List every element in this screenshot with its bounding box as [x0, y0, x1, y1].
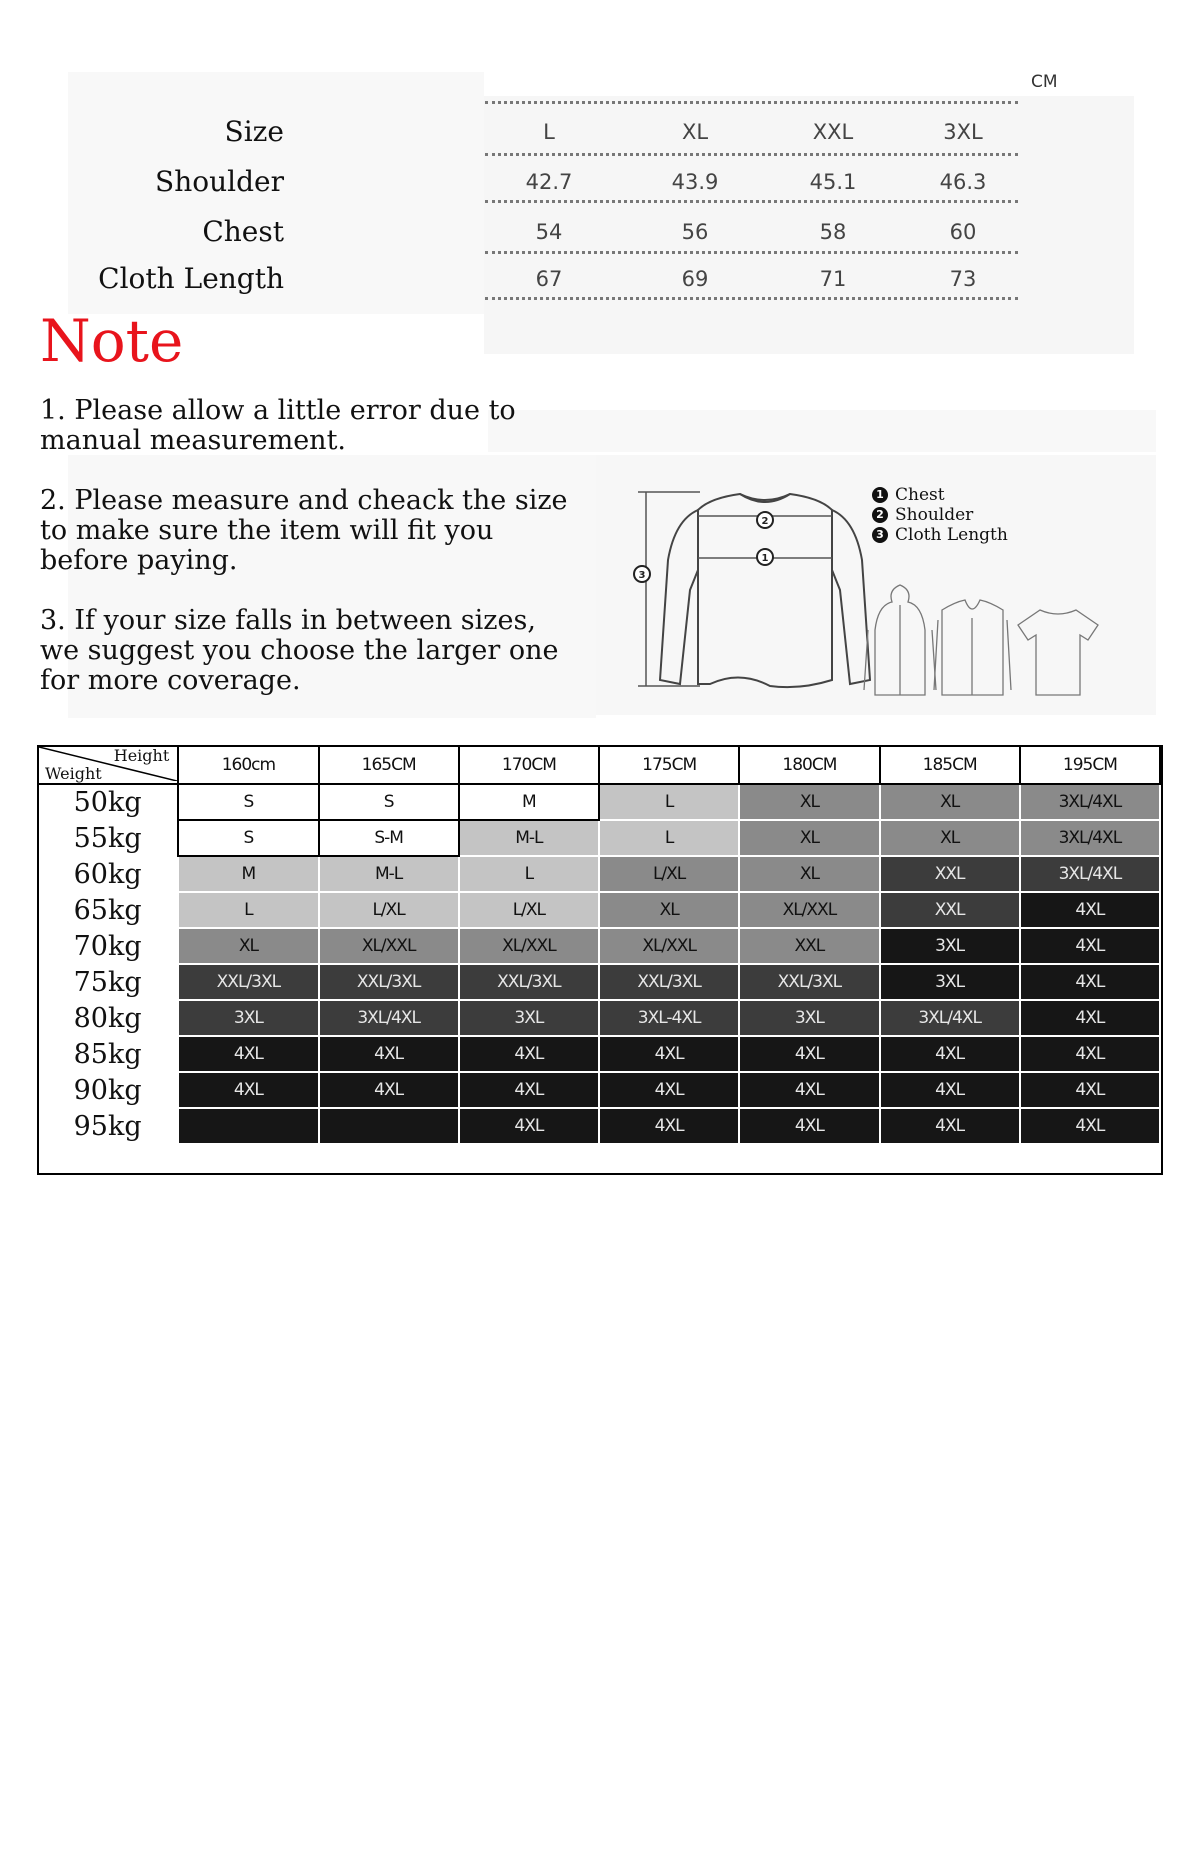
size-recommendation-cell: 4XL — [599, 1072, 739, 1108]
size-recommendation-cell: 4XL — [319, 1036, 459, 1072]
size-recommendation-cell — [319, 1108, 459, 1144]
size-recommendation-cell: 4XL — [599, 1108, 739, 1144]
tshirt-icon — [1018, 610, 1098, 695]
weight-label-cell: 65kg — [38, 892, 178, 928]
fit-table-row — [38, 820, 1160, 856]
size-recommendation-cell: XXL/3XL — [459, 964, 599, 1000]
size-recommendation-cell: 4XL — [319, 1072, 459, 1108]
size-recommendation-cell: XL — [880, 820, 1020, 856]
size-recommendation-cell: 4XL — [880, 1108, 1020, 1144]
size-recommendation-cell: 4XL — [1020, 1108, 1160, 1144]
size-chart-cell: 3XL — [943, 120, 983, 144]
size-chart-row — [0, 207, 1020, 257]
size-recommendation-cell: 4XL — [599, 1036, 739, 1072]
unit-label: CM — [1031, 72, 1058, 92]
note-item: 2. Please measure and cheack the size to make sure the item will fit you before paying. — [40, 485, 568, 576]
size-recommendation-cell: 3XL/4XL — [1020, 820, 1160, 856]
size-recommendation-cell: S — [178, 820, 318, 856]
size-recommendation-cell: 3XL/4XL — [1020, 784, 1160, 820]
size-recommendation-cell: M — [459, 784, 599, 820]
height-header-cell: 165CM — [319, 746, 459, 784]
weight-label-cell: 80kg — [38, 1000, 178, 1036]
size-chart-cell: 43.9 — [671, 170, 719, 194]
size-chart-row-label: Shoulder — [155, 165, 284, 198]
legend-number-icon: 3 — [872, 527, 888, 543]
size-recommendation-cell: XL — [599, 892, 739, 928]
corner-weight-label: Weight — [45, 764, 102, 783]
size-recommendation-cell: 4XL — [739, 1108, 879, 1144]
size-recommendation-cell: 4XL — [1020, 1000, 1160, 1036]
size-recommendation-cell: XXL — [880, 856, 1020, 892]
size-recommendation-cell: M-L — [459, 820, 599, 856]
diagram-legend — [872, 485, 1008, 545]
size-recommendation-cell — [178, 1108, 318, 1144]
fit-table-row — [38, 1036, 1160, 1072]
fit-table-row — [38, 964, 1160, 1000]
height-header-cell: 185CM — [880, 746, 1020, 784]
size-recommendation-cell: L/XL — [599, 856, 739, 892]
size-chart-row — [0, 157, 1020, 207]
size-recommendation-cell: 4XL — [1020, 928, 1160, 964]
size-recommendation-cell: 3XL — [459, 1000, 599, 1036]
height-header-cell: 160cm — [178, 746, 318, 784]
garment-diagram — [620, 480, 1100, 710]
weight-label-cell: 75kg — [38, 964, 178, 1000]
marker-2-label: 2 — [761, 516, 769, 527]
size-recommendation-cell: XXL/3XL — [319, 964, 459, 1000]
legend-item — [872, 505, 1008, 525]
marker-1-label: 1 — [761, 553, 769, 564]
size-recommendation-cell: XL/XXL — [599, 928, 739, 964]
sweater-right-sleeve-icon — [832, 510, 870, 684]
size-recommendation-cell: L — [599, 784, 739, 820]
legend-item — [872, 485, 1008, 505]
legend-label: Cloth Length — [895, 525, 1008, 545]
size-recommendation-cell: 4XL — [1020, 1036, 1160, 1072]
size-recommendation-cell: 3XL-4XL — [599, 1000, 739, 1036]
corner-height-label: Height — [113, 746, 170, 765]
fit-table-row — [38, 784, 1160, 820]
fit-table — [37, 745, 1161, 1872]
size-recommendation-cell: 4XL — [459, 1036, 599, 1072]
size-chart-cell: 58 — [819, 220, 847, 244]
fit-table-row — [38, 1000, 1160, 1036]
size-recommendation-cell: 4XL — [1020, 964, 1160, 1000]
size-chart-cell: 45.1 — [809, 170, 857, 194]
size-chart-cell: 71 — [819, 267, 847, 291]
height-header-cell: 195CM — [1020, 746, 1160, 784]
size-recommendation-cell: XL/XXL — [739, 892, 879, 928]
weight-label-cell: 70kg — [38, 928, 178, 964]
size-recommendation-cell: S — [319, 784, 459, 820]
size-recommendation-cell: XXL/3XL — [178, 964, 318, 1000]
size-chart-cell: 60 — [949, 220, 977, 244]
fit-table-row — [38, 928, 1160, 964]
size-recommendation-cell: 4XL — [178, 1072, 318, 1108]
size-recommendation-cell: 4XL — [459, 1108, 599, 1144]
size-chart-cell: 42.7 — [525, 170, 573, 194]
size-recommendation-cell: XXL — [739, 928, 879, 964]
size-recommendation-cell: S-M — [319, 820, 459, 856]
size-recommendation-cell: XXL/3XL — [739, 964, 879, 1000]
size-recommendation-cell: 3XL — [880, 928, 1020, 964]
fit-table-grid — [37, 745, 1161, 1145]
size-recommendation-cell: 3XL — [178, 1000, 318, 1036]
size-recommendation-cell: 3XL — [880, 964, 1020, 1000]
size-chart-row — [0, 254, 1020, 304]
size-recommendation-cell: 4XL — [178, 1036, 318, 1072]
dotted-divider — [485, 101, 1018, 104]
weight-label-cell: 95kg — [38, 1108, 178, 1144]
fit-table-row — [38, 892, 1160, 928]
size-chart-cell: XXL — [812, 120, 854, 144]
size-recommendation-cell: L — [599, 820, 739, 856]
size-recommendation-cell: 3XL — [739, 1000, 879, 1036]
size-chart-row-label: Cloth Length — [98, 262, 284, 295]
size-recommendation-cell: 3XL/4XL — [319, 1000, 459, 1036]
size-chart-cell: 54 — [535, 220, 563, 244]
size-recommendation-cell: XL — [178, 928, 318, 964]
fit-table-row — [38, 856, 1160, 892]
size-recommendation-cell: XXL — [880, 892, 1020, 928]
height-header-cell: 170CM — [459, 746, 599, 784]
note-item: 1. Please allow a little error due to manual measurement. — [40, 395, 516, 456]
size-chart-row-label: Size — [224, 115, 284, 148]
size-recommendation-cell: 3XL/4XL — [880, 1000, 1020, 1036]
size-recommendation-cell: XXL/3XL — [599, 964, 739, 1000]
size-recommendation-cell: 4XL — [880, 1072, 1020, 1108]
size-recommendation-cell: XL/XXL — [319, 928, 459, 964]
fit-table-corner — [38, 746, 178, 784]
size-chart-cell: 73 — [949, 267, 977, 291]
legend-number-icon: 1 — [872, 487, 888, 503]
size-chart-cell: XL — [681, 120, 709, 144]
size-recommendation-cell: 4XL — [1020, 892, 1160, 928]
size-recommendation-cell: 4XL — [459, 1072, 599, 1108]
size-chart-row-label: Chest — [202, 215, 284, 248]
size-recommendation-cell: 4XL — [1020, 1072, 1160, 1108]
legend-label: Shoulder — [895, 505, 974, 525]
size-recommendation-cell: 4XL — [739, 1072, 879, 1108]
size-recommendation-cell: XL — [739, 856, 879, 892]
fit-table-row — [38, 1072, 1160, 1108]
size-recommendation-cell: S — [178, 784, 318, 820]
size-recommendation-cell: XL — [739, 784, 879, 820]
size-recommendation-cell: L — [178, 892, 318, 928]
size-chart-cell: 69 — [681, 267, 709, 291]
sweater-left-sleeve-icon — [660, 510, 698, 684]
weight-label-cell: 85kg — [38, 1036, 178, 1072]
size-recommendation-cell: 4XL — [880, 1036, 1020, 1072]
size-recommendation-cell: M — [178, 856, 318, 892]
background-panel — [488, 410, 1156, 452]
size-recommendation-cell: 4XL — [739, 1036, 879, 1072]
size-chart-cell: 67 — [535, 267, 563, 291]
marker-3-label: 3 — [638, 570, 646, 581]
legend-number-icon: 2 — [872, 507, 888, 523]
height-header-cell: 175CM — [599, 746, 739, 784]
size-recommendation-cell: L/XL — [459, 892, 599, 928]
size-recommendation-cell: L/XL — [319, 892, 459, 928]
size-chart-cell: L — [543, 120, 555, 144]
size-chart-row — [0, 107, 1020, 157]
note-title: Note — [40, 307, 184, 375]
fit-table-row — [38, 1108, 1160, 1144]
legend-item — [872, 525, 1008, 545]
height-header-cell: 180CM — [739, 746, 879, 784]
fit-table-header-row — [38, 746, 1160, 784]
size-recommendation-cell: M-L — [319, 856, 459, 892]
size-recommendation-cell: XL/XXL — [459, 928, 599, 964]
legend-label: Chest — [895, 485, 945, 505]
size-recommendation-cell: L — [459, 856, 599, 892]
weight-label-cell: 60kg — [38, 856, 178, 892]
size-chart-cell: 56 — [681, 220, 709, 244]
size-recommendation-cell: XL — [880, 784, 1020, 820]
size-chart-cell: 46.3 — [939, 170, 987, 194]
weight-label-cell: 50kg — [38, 784, 178, 820]
size-recommendation-cell: XL — [739, 820, 879, 856]
note-item: 3. If your size falls in between sizes, we suggest you choose the larger one for more coverage. — [40, 605, 559, 696]
size-recommendation-cell: 3XL/4XL — [1020, 856, 1160, 892]
weight-label-cell: 55kg — [38, 820, 178, 856]
weight-label-cell: 90kg — [38, 1072, 178, 1108]
